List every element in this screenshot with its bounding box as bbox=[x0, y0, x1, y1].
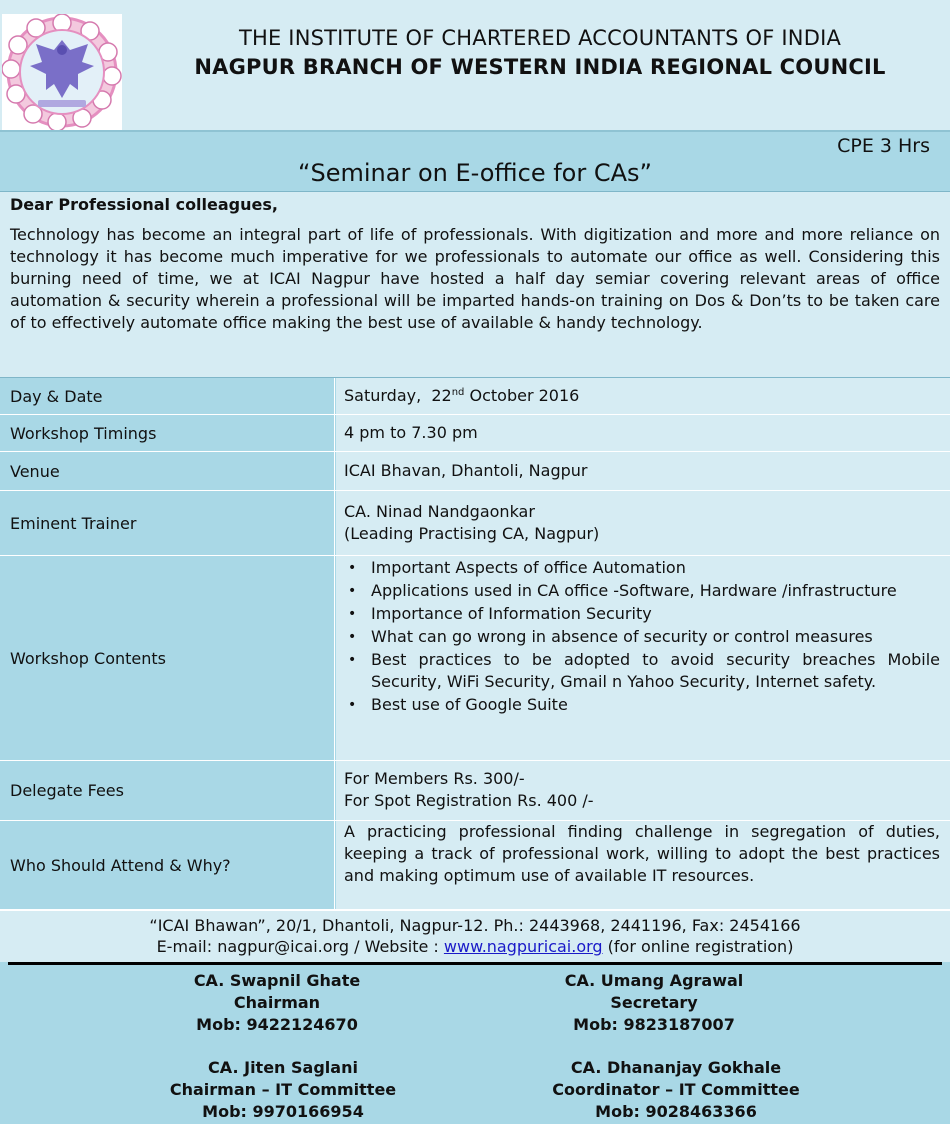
contact-role: Secretary bbox=[610, 993, 698, 1012]
contact-role: Chairman – IT Committee bbox=[169, 1080, 397, 1099]
table-row bbox=[0, 378, 950, 415]
table-row bbox=[0, 452, 950, 491]
day: Saturday, bbox=[344, 386, 422, 405]
address-line: “ICAI Bhawan”, 20/1, Dhantoli, Nagpur-12. Ph.: 2443968, 2441196, Fax: 2454166 bbox=[149, 916, 801, 935]
timings-value: 4 pm to 7.30 pm bbox=[336, 415, 950, 451]
org-name: THE INSTITUTE OF CHARTERED ACCOUNTANTS OF INDIA bbox=[238, 26, 842, 50]
row-label: Delegate Fees bbox=[0, 761, 335, 820]
contact-name: CA. Swapnil Ghate bbox=[193, 971, 361, 990]
row-label: Venue bbox=[0, 452, 335, 490]
contents-list bbox=[344, 557, 940, 716]
day-date-value bbox=[336, 378, 950, 414]
venue-value: ICAI Bhavan, Dhantoli, Nagpur bbox=[336, 452, 950, 490]
row-label: Eminent Trainer bbox=[0, 491, 335, 555]
address-block bbox=[0, 910, 950, 962]
contacts-section bbox=[0, 966, 950, 1124]
seminar-title: “Seminar on E-office for CAs” bbox=[298, 159, 652, 187]
divider bbox=[8, 962, 942, 965]
contact-name: CA. Umang Agrawal bbox=[564, 971, 744, 990]
header bbox=[0, 0, 950, 132]
contact-name: CA. Jiten Saglani bbox=[208, 1058, 358, 1077]
table-row bbox=[0, 415, 950, 452]
date-rest: October 2016 bbox=[469, 386, 580, 405]
contents-value bbox=[336, 556, 950, 760]
fees-value bbox=[336, 761, 950, 820]
intro-text: Technology has become an integral part of life of professionals. With digitization and more and more reliance on technology it has become much imperative for we professionals to automate our office as well. Considering this burning need of time, we at ICAI Nagpur have hosted a half day semiar covering relevant areas of office automation & security wherein a professional will be imparted hands-on training on Dos & Don’ts to be taken care of to effectively automate office making the best use of available & handy technology. bbox=[10, 225, 940, 332]
title-band bbox=[0, 132, 950, 192]
date-num: 22 bbox=[431, 386, 452, 405]
list-item: • Important Aspects of office Automation bbox=[344, 557, 940, 579]
contact-mob: Mob: 9823187007 bbox=[573, 1015, 735, 1034]
contact-card bbox=[127, 970, 427, 1036]
cpe-hours: CPE 3 Hrs bbox=[837, 135, 930, 157]
table-row bbox=[0, 491, 950, 556]
row-label: Workshop Contents bbox=[0, 556, 335, 760]
contact-card bbox=[526, 1057, 826, 1123]
contact-mob: Mob: 9028463366 bbox=[595, 1102, 757, 1121]
contact-card bbox=[133, 1057, 433, 1123]
email-text: E-mail: nagpur@icai.org / Website : bbox=[156, 937, 444, 956]
contact-mob: Mob: 9422124670 bbox=[196, 1015, 358, 1034]
contact-role: Coordinator – IT Committee bbox=[552, 1080, 800, 1099]
row-label: Who Should Attend & Why? bbox=[0, 821, 335, 909]
trainer-name: CA. Ninad Nandgaonkar bbox=[344, 502, 535, 521]
list-item: • What can go wrong in absence of security or control measures bbox=[344, 626, 940, 648]
attend-value: A practicing professional finding challenge in segregation of duties, keeping a track of professional work, willing to adopt the best practices and making optimum use of available IT resources. bbox=[336, 821, 950, 909]
table-row bbox=[0, 761, 950, 821]
website-link[interactable]: www.nagpuricai.org bbox=[443, 937, 603, 956]
website-note: (for online registration) bbox=[602, 937, 794, 956]
list-item: • Best use of Google Suite bbox=[344, 694, 940, 716]
contact-role: Chairman bbox=[233, 993, 321, 1012]
row-label: Day & Date bbox=[0, 378, 335, 414]
date-suffix: nd bbox=[451, 387, 465, 398]
contact-card bbox=[504, 970, 804, 1036]
intro-section bbox=[0, 192, 950, 378]
contact-name: CA. Dhananjay Gokhale bbox=[570, 1058, 782, 1077]
list-item: • Applications used in CA office -Software, Hardware /infrastructure bbox=[344, 580, 940, 602]
list-item: • Importance of Information Security bbox=[344, 603, 940, 625]
trainer-value bbox=[336, 491, 950, 555]
list-item: • Best practices to be adopted to avoid security breaches Mobile Security, WiFi Security, Gmail n Yahoo Security, Internet safety. bbox=[344, 649, 940, 693]
contact-line bbox=[0, 936, 950, 957]
fee-spot: For Spot Registration Rs. 400 /- bbox=[344, 791, 594, 810]
icai-eagle-emblem-icon bbox=[2, 14, 122, 130]
fee-members: For Members Rs. 300/- bbox=[344, 769, 525, 788]
table-row bbox=[0, 556, 950, 761]
trainer-title: (Leading Practising CA, Nagpur) bbox=[344, 524, 600, 543]
contact-mob: Mob: 9970166954 bbox=[202, 1102, 364, 1121]
row-label: Workshop Timings bbox=[0, 415, 335, 451]
branch-name: NAGPUR BRANCH OF WESTERN INDIA REGIONAL COUNCIL bbox=[194, 55, 886, 79]
salutation: Dear Professional colleagues, bbox=[10, 195, 278, 214]
table-row bbox=[0, 821, 950, 910]
